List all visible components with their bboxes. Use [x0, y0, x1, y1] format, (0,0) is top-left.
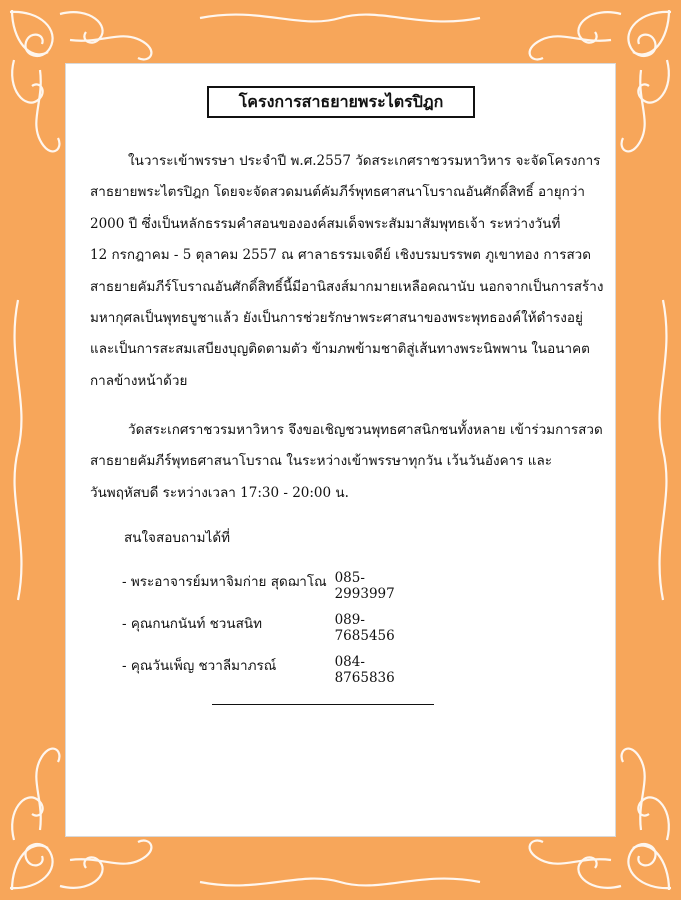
text-line: กาลข้างหน้าด้วย: [90, 372, 188, 389]
closing-divider: [212, 704, 434, 705]
contact-row: [122, 612, 422, 644]
contact-phone: 085-2993997: [334, 570, 395, 602]
page-title: โครงการสาธยายพระไตรปิฎก: [207, 86, 475, 118]
text-line: 12 กรกฎาคม - 5 ตุลาคม 2557 ณ ศาลาธรรมเจดีย์ เชิงบรมบรรพต ภูเขาทอง การสวด: [90, 247, 592, 264]
invitation-paragraph: [90, 415, 603, 509]
announcement-paragraph: [90, 146, 604, 397]
text-line: สาธยายพระไตรปิฎก โดยจะจัดสวดมนต์คัมภีร์พุทธศาสนาโบราณอันศักดิ์สิทธิ์ อายุกว่า: [90, 184, 585, 201]
inquiry-label: สนใจสอบถามได้ที่: [124, 530, 230, 546]
contact-name: - คุณกนกนันท์ ชวนสนิท: [122, 616, 262, 632]
text-line: 2000 ปี ซึ่งเป็นหลักธรรมคำสอนขององค์สมเด็จพระสัมมาสัมพุทธเจ้า ระหว่างวันที่: [90, 215, 561, 232]
contact-row: [122, 570, 422, 602]
text-line: วัดสระเกศราชวรมหาวิหาร จึงขอเชิญชวนพุทธศาสนิกชนทั้งหลาย เข้าร่วมการสวด: [128, 422, 603, 438]
text-line: มหากุศลเป็นพุทธบูชาแล้ว ยังเป็นการช่วยรักษาพระศาสนาของพระพุทธองค์ให้ดำรงอยู่: [90, 310, 583, 327]
text-line: สาธยายคัมภีร์พุทธศาสนาโบราณ ในระหว่างเข้าพรรษาทุกวัน เว้นวันอังคาร และ: [90, 453, 553, 470]
contact-phone: 084-8765836: [334, 654, 395, 686]
document-page: [66, 64, 615, 836]
contact-phone: 089-7685456: [334, 612, 395, 644]
text-line: วันพฤหัสบดี ระหว่างเวลา 17:30 - 20:00 น.: [90, 484, 349, 501]
contact-name: - คุณวันเพ็ญ ชวาลีมาภรณ์: [122, 658, 277, 674]
text-line: และเป็นการสะสมเสบียงบุญติดตามตัว ข้ามภพข้ามชาติสู่เส้นทางพระนิพพาน ในอนาคต: [90, 341, 590, 358]
text-line: สาธยายคัมภีร์โบราณอันศักดิ์สิทธิ์นี้มีอานิสงส์มากมายเหลือคณานับ นอกจากเป็นการสร้าง: [90, 278, 604, 295]
contact-name: - พระอาจารย์มหาจิมก่าย สุดฌาโณ: [122, 574, 327, 590]
contact-row: [122, 654, 422, 686]
text-line: ในวาระเข้าพรรษา ประจำปี พ.ศ.2557 วัดสระเกศราชวรมหาวิหาร จะจัดโครงการ: [128, 153, 601, 169]
